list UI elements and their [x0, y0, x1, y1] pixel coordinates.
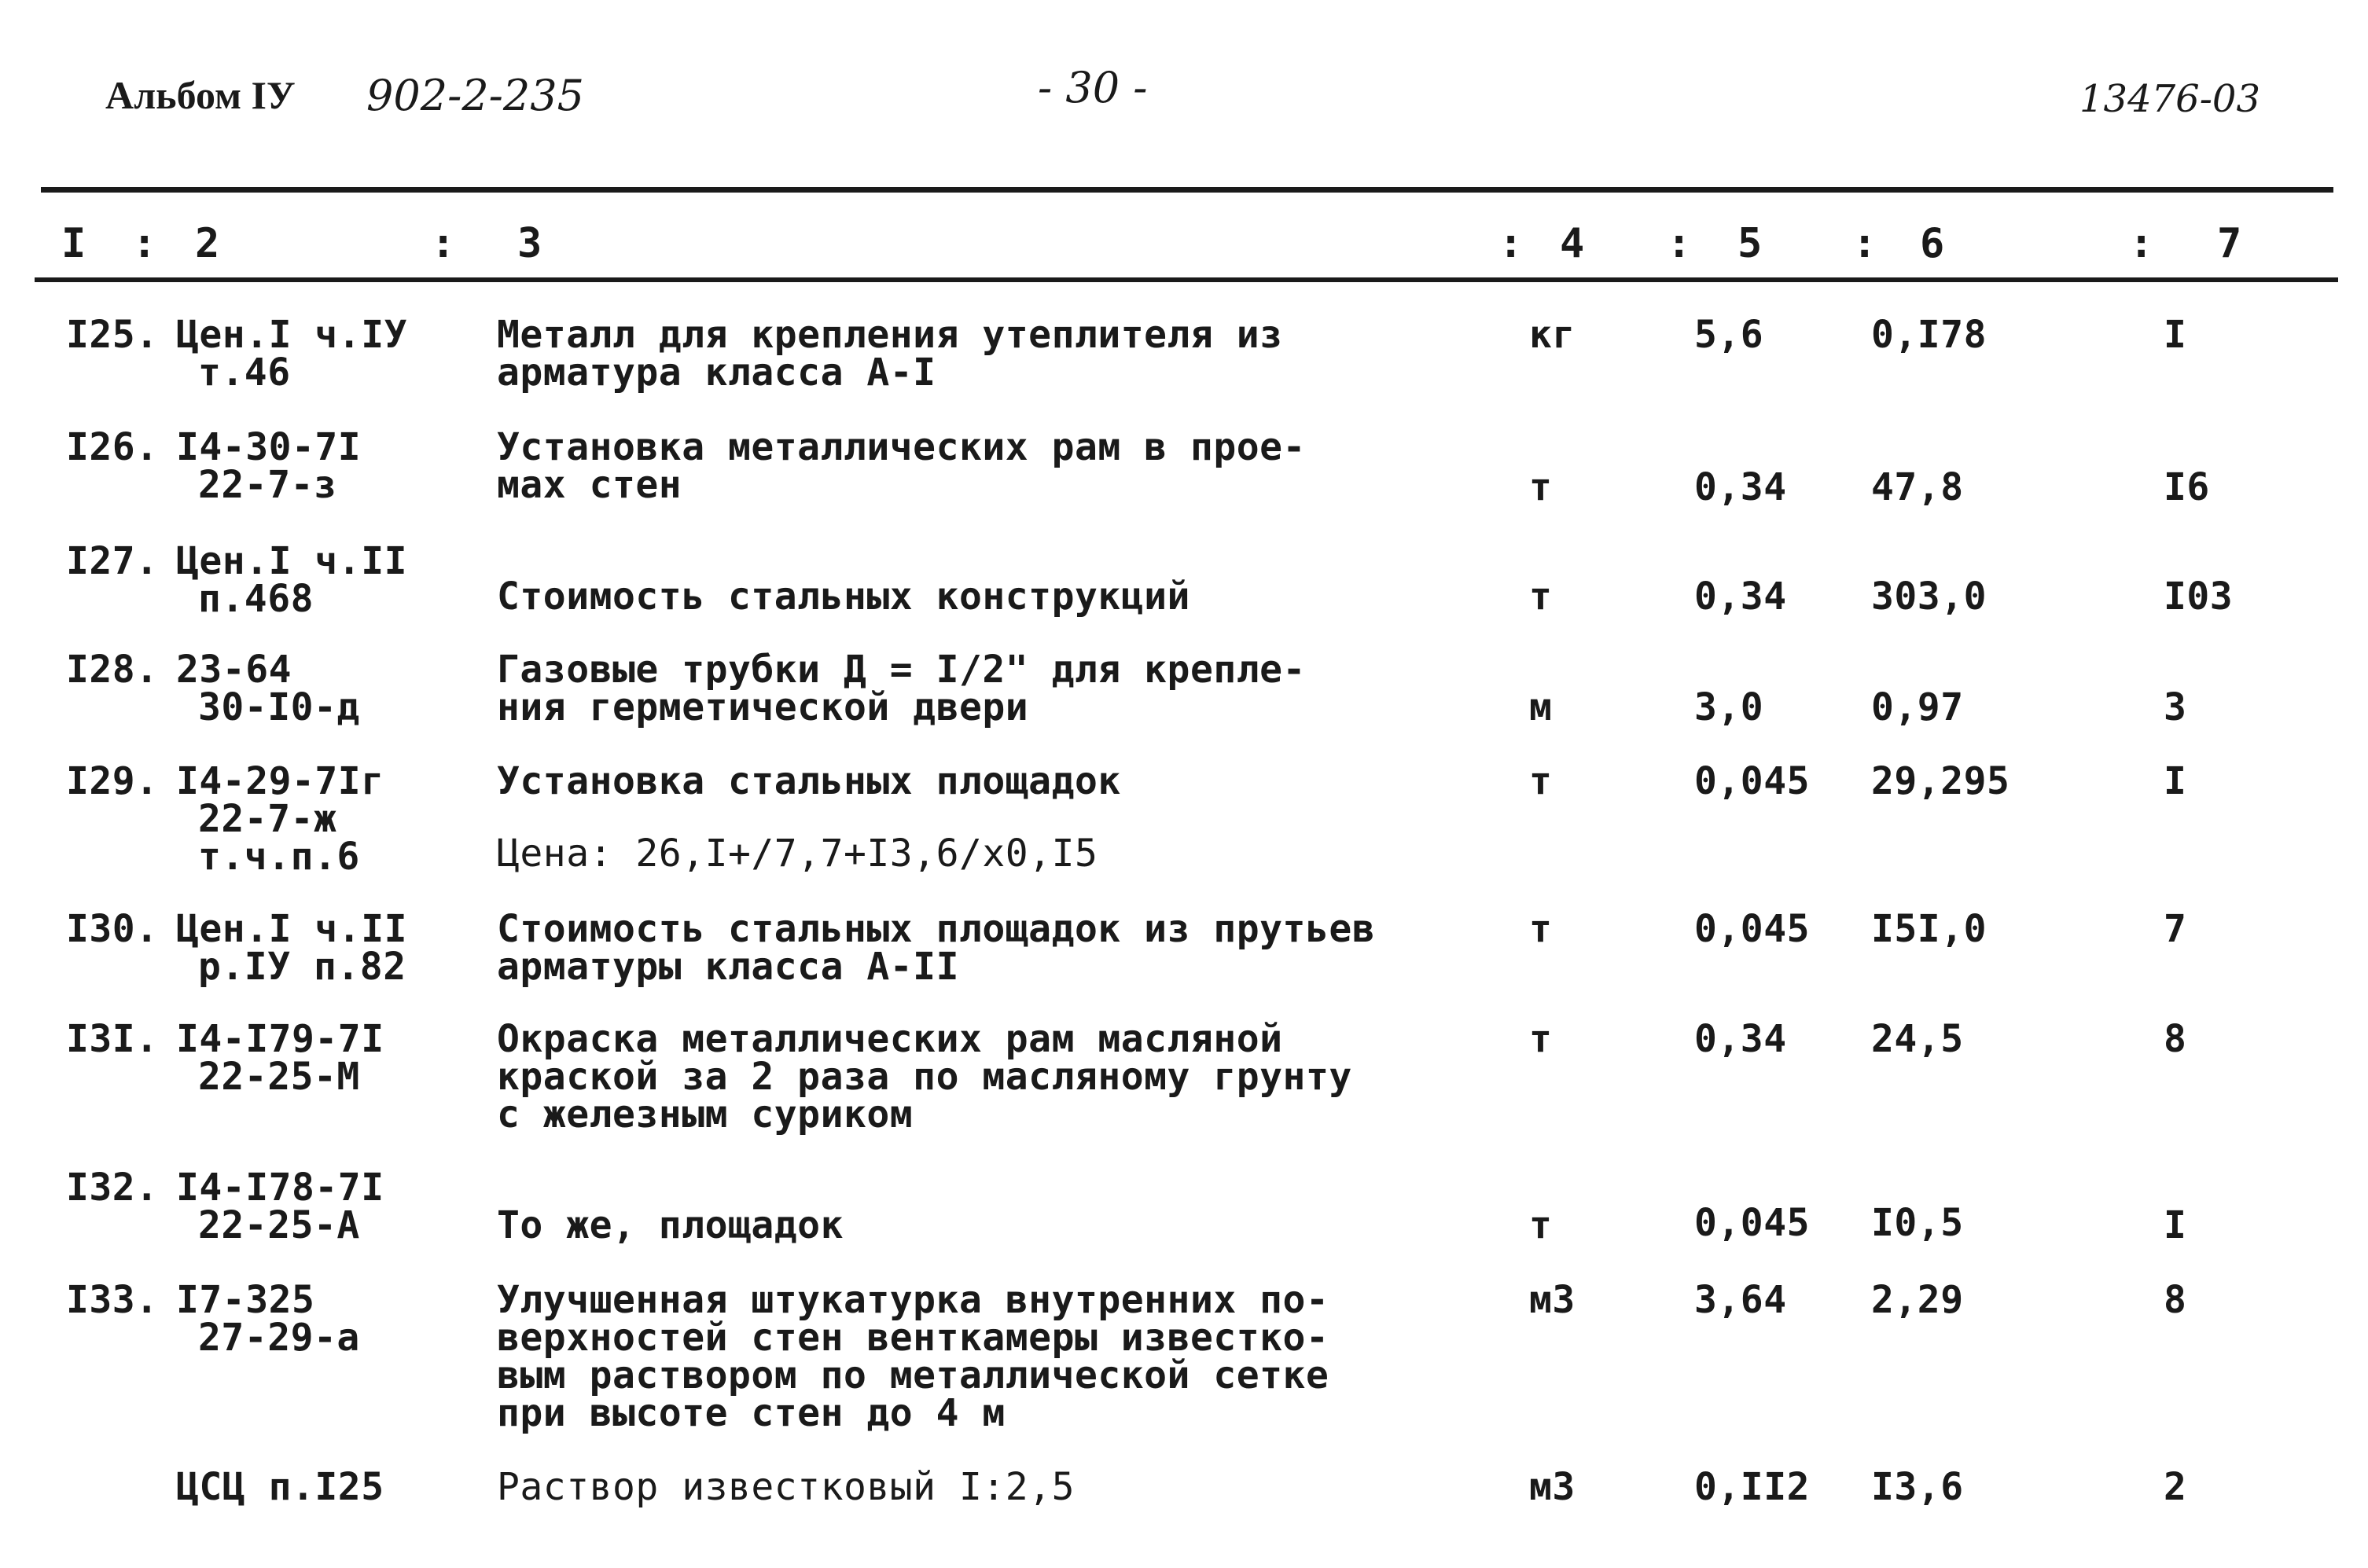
column-separator: :: [431, 220, 456, 267]
row-unit-price: I3,6: [1871, 1465, 1964, 1509]
row-reference: р.IУ п.82: [198, 945, 406, 989]
row-reference: ЦСЦ п.I25: [176, 1465, 384, 1509]
row-quantity: 0,045: [1694, 759, 1810, 803]
row-description: при высоте стен до 4 м: [497, 1391, 1006, 1435]
row-description: Установка металлических рам в прое-: [497, 425, 1306, 469]
row-reference: т.ч.п.6: [198, 835, 360, 879]
row-description: верхностей стен венткамеры известко-: [497, 1316, 1329, 1360]
row-number: I26.: [66, 425, 159, 469]
row-reference: 27-29-а: [198, 1316, 360, 1360]
row-unit: кг: [1529, 313, 1576, 357]
row-reference: I4-I79-7I: [176, 1017, 384, 1061]
row-description: Стоимость стальных конструкций: [497, 575, 1190, 619]
row-description: вым раствором по металлической сетке: [497, 1353, 1329, 1397]
row-description: арматура класса А-I: [497, 351, 936, 395]
row-reference: п.468: [198, 577, 314, 621]
row-quantity: 0,34: [1694, 575, 1787, 619]
row-reference: 22-7-ж: [198, 797, 337, 841]
row-description: Газовые трубки Д = I/2" для крепле-: [497, 648, 1306, 692]
row-description: ния герметической двери: [497, 685, 1029, 729]
row-unit: т: [1529, 1203, 1553, 1247]
row-reference: Цен.I ч.IУ: [176, 313, 407, 357]
row-number: I3I.: [66, 1017, 159, 1061]
row-total: I03: [2164, 575, 2234, 619]
column-header-4: 4: [1560, 220, 1585, 267]
row-unit: т: [1529, 1017, 1553, 1061]
row-number: I25.: [66, 313, 159, 357]
row-total: 8: [2164, 1017, 2187, 1061]
row-unit-price: 0,I78: [1871, 313, 1987, 357]
row-total: 3: [2164, 685, 2187, 729]
row-description: Стоимость стальных площадок из прутьев: [497, 907, 1376, 951]
row-unit: т: [1529, 575, 1553, 619]
row-unit: т: [1529, 759, 1553, 803]
row-description: Металл для крепления утеплителя из: [497, 313, 1283, 357]
row-unit-price: 24,5: [1871, 1017, 1964, 1061]
row-reference: 22-25-А: [198, 1203, 360, 1247]
row-number: I33.: [66, 1278, 159, 1322]
column-header-1: I: [61, 220, 86, 267]
row-quantity: 0,34: [1694, 1017, 1787, 1061]
row-total: I6: [2164, 465, 2210, 509]
row-unit: т: [1529, 907, 1553, 951]
row-quantity: 0,34: [1694, 465, 1787, 509]
column-header-5: 5: [1737, 220, 1763, 267]
row-quantity: 0,II2: [1694, 1465, 1810, 1509]
row-unit-price: I0,5: [1871, 1201, 1964, 1245]
row-reference: т.46: [198, 351, 291, 395]
row-reference: 22-25-М: [198, 1055, 360, 1099]
row-quantity: 5,6: [1694, 313, 1764, 357]
column-separator: :: [2129, 220, 2154, 267]
row-unit: м3: [1529, 1465, 1576, 1509]
column-header-3: 3: [517, 220, 542, 267]
project-code: 902-2-235: [366, 71, 584, 120]
row-unit-price: 29,295: [1871, 759, 2010, 803]
row-unit-price: 303,0: [1871, 575, 1987, 619]
row-unit-price: I5I,0: [1871, 907, 1987, 951]
row-reference: I4-I78-7I: [176, 1166, 384, 1210]
row-description: Установка стальных площадок: [497, 759, 1121, 803]
row-unit-price: 2,29: [1871, 1278, 1964, 1322]
row-unit: м: [1529, 685, 1553, 729]
column-separator: :: [132, 220, 157, 267]
column-separator: :: [1667, 220, 1692, 267]
row-total: 8: [2164, 1278, 2187, 1322]
row-total: 2: [2164, 1465, 2187, 1509]
row-unit: м3: [1529, 1278, 1576, 1322]
page-number: - 30 -: [1038, 63, 1148, 112]
row-description: Окраска металлических рам масляной: [497, 1017, 1283, 1061]
row-quantity: 3,0: [1694, 685, 1764, 729]
top-rule: [41, 187, 2333, 193]
row-reference: 30-I0-д: [198, 685, 360, 729]
row-reference: Цен.I ч.II: [176, 539, 407, 583]
row-description: Раствор известковый I:2,5: [497, 1465, 1075, 1509]
row-reference: Цен.I ч.II: [176, 907, 407, 951]
row-description: краской за 2 раза по масляному грунту: [497, 1055, 1352, 1099]
row-number: I30.: [66, 907, 159, 951]
row-price-note: Цена: 26,I+/7,7+I3,6/х0,I5: [497, 832, 1098, 876]
row-description: мах стен: [497, 463, 682, 507]
row-number: I32.: [66, 1166, 159, 1210]
row-unit: т: [1529, 465, 1553, 509]
row-quantity: 0,045: [1694, 1201, 1810, 1245]
row-description: арматуры класса А-II: [497, 945, 959, 989]
row-total: I: [2164, 313, 2187, 357]
column-separator: :: [1852, 220, 1877, 267]
row-unit-price: 0,97: [1871, 685, 1964, 729]
row-quantity: 3,64: [1694, 1278, 1787, 1322]
column-separator: :: [1498, 220, 1524, 267]
column-header-7: 7: [2217, 220, 2242, 267]
row-quantity: 0,045: [1694, 907, 1810, 951]
row-number: I27.: [66, 539, 159, 583]
row-number: I29.: [66, 759, 159, 803]
row-reference: I7-325: [176, 1278, 315, 1322]
row-reference: I4-30-7I: [176, 425, 362, 469]
album-label: Альбом IУ: [105, 73, 296, 117]
row-reference: 23-64: [176, 648, 292, 692]
column-header-2: 2: [195, 220, 220, 267]
row-total: I: [2164, 759, 2187, 803]
header-rule: [35, 277, 2338, 282]
row-description: То же, площадок: [497, 1203, 844, 1247]
row-description: Улучшенная штукатурка внутренних по-: [497, 1278, 1329, 1322]
document-number: 13476-03: [2079, 77, 2260, 121]
column-header-6: 6: [1920, 220, 1945, 267]
row-total: 7: [2164, 907, 2187, 951]
row-number: I28.: [66, 648, 159, 692]
row-unit-price: 47,8: [1871, 465, 1964, 509]
row-total: I: [2164, 1203, 2187, 1247]
row-reference: I4-29-7Iг: [176, 759, 384, 803]
row-description: с железным суриком: [497, 1092, 914, 1137]
row-reference: 22-7-з: [198, 463, 337, 507]
